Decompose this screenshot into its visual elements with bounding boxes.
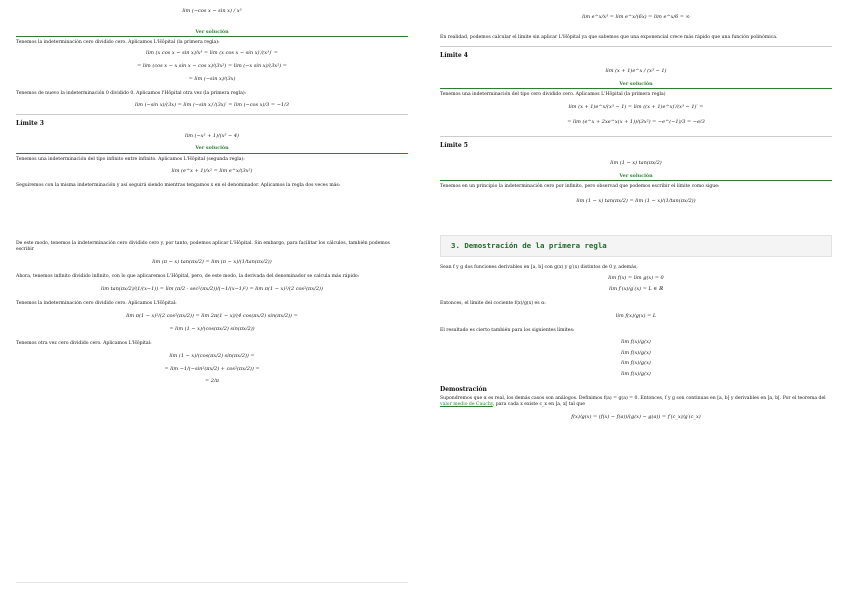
limit-3-formula: lim (−x² + 1)/(x³ − 4) bbox=[185, 132, 239, 139]
limit-3-heading: Límite 3 bbox=[16, 119, 44, 127]
formula: lim (x cos x − sin x)/x³ = lim (x cos x − sin x)′/(x³)′ = bbox=[146, 50, 278, 57]
formula: lim tan(πx/2)/(1/(x−1)) = lim (π/2 · sec²(πx/2))/(−1/(x−1)²) = lim π(1 − x)²/(2 cos²(πx/2)) bbox=[101, 286, 323, 293]
demostracion-heading: Demostración bbox=[440, 385, 487, 393]
section-header-box bbox=[440, 235, 832, 257]
formula-top-left: lim (−cos x − sin x) / x³ bbox=[182, 8, 242, 14]
formula: = lim (cos x − x sin x − cos x)/(3x²) = lim (−x sin x)/(3x²) = bbox=[137, 63, 287, 70]
formula: lim f(x) = lim g(x) = 0 bbox=[608, 275, 664, 282]
paragraph: Tenemos una indeterminación del tipo cero dividido cero. Aplicamos L'Hôpital (la primera regla) bbox=[440, 92, 666, 98]
formula: = lim (e^x + 2xe^x(x + 1))/(3x²) = −e^(−1)/3 = −e/3 bbox=[567, 119, 705, 126]
paragraph: Sean f y g dos funciones derivables en [a, b] con g(x) y g′(x) distintos de 0 y, además, bbox=[440, 265, 638, 271]
formula: lim (x + 1)e^x/(x³ − 1) = lim ((x + 1)e^x)′/(x³ − 1)′ = bbox=[568, 104, 704, 111]
paragraph-text: Supondremos que α es real, los demás casos son análogos. Definimos f(a) = g(a) = 0. Entonces, f y g son continuas en [a, b] y derivables en ]a, b[. Por el teorema del bbox=[440, 396, 826, 402]
divider bbox=[440, 180, 832, 181]
paragraph: Tenemos una indeterminación del tipo infinito entre infinito. Aplicamos L'Hôpital (segunda regla): bbox=[16, 156, 245, 162]
paragraph: En realidad, podemos calcular el límite sin aplicar L'Hôpital ya que sabemos que una exponencial crece más rápido que una función polinómica. bbox=[440, 34, 778, 40]
divider bbox=[440, 136, 832, 137]
formula: lim f(x)/g(x) bbox=[621, 338, 651, 345]
divider bbox=[16, 36, 408, 37]
formula: lim f′(x)/g′(x) = L ∈ ℝ bbox=[609, 286, 663, 293]
formula: lim f(x)/g(x) = L bbox=[615, 313, 657, 320]
formula: lim (1 − x) tan(πx/2) = lim (1 − x)/(1/tan(πx/2)) bbox=[576, 198, 696, 205]
ver-solucion-link[interactable]: Ver solución bbox=[195, 28, 229, 35]
right-column bbox=[440, 0, 832, 421]
formula: lim (1 − x)/(cos(πx/2) sin(πx/2)) = bbox=[169, 352, 255, 359]
formula: = 2/π bbox=[205, 378, 219, 385]
paragraph: Tenemos de nuevo la indeterminación 0 dividido 0. Aplicamos l'Hôpital otra vez (la primera regla): bbox=[16, 90, 247, 96]
valor-medio-cauchy-link[interactable]: valor medio de Cauchy bbox=[440, 402, 493, 408]
formula-top-right: lim e^x/x³ = lim e^x/(6x) = lim e^x/6 = ∞ bbox=[582, 14, 690, 20]
formula: lim (e^x + 1)/x² = lim e^x/(3x²) bbox=[171, 168, 253, 175]
formula: lim f(x)/g(x) bbox=[621, 360, 651, 367]
paragraph: Tenemos en un principio la indeterminación cero por infinito, pero observad que podemos escribir el límite como sigue: bbox=[440, 184, 720, 190]
paragraph: Tenemos la indeterminación cero dividido cero. Aplicamos L'Hôpital (la primera regla): bbox=[16, 40, 220, 46]
paragraph: Entonces, el límite del cociente f(x)/g(x) es α: bbox=[440, 300, 546, 306]
formula: lim π(1 − x)²/(2 cos²(πx/2)) = lim 2π(1 − x)/(4 cos(πx/2) sin(πx/2)) = bbox=[126, 313, 298, 320]
formula: = lim (1 − x)/(cos(πx/2) sin(πx/2)) bbox=[169, 326, 255, 333]
divider bbox=[16, 153, 408, 154]
ver-solucion-link[interactable]: Ver solución bbox=[619, 80, 653, 87]
divider bbox=[440, 88, 832, 89]
formula: lim f(x)/g(x) bbox=[621, 371, 651, 378]
blank-space bbox=[16, 191, 408, 239]
divider bbox=[440, 46, 832, 47]
formula: lim (−sin x)/(3x) = lim (−sin x)′/(3x)′ = lim (−cos x)/3 = −1/3 bbox=[135, 101, 289, 108]
ver-solucion-link[interactable]: Ver solución bbox=[619, 172, 653, 179]
formula: lim f(x)/g(x) bbox=[621, 349, 651, 356]
limit-5-formula: lim (1 − x) tan(πx/2) bbox=[610, 160, 662, 167]
limit-4-formula: lim (x + 1)e^x / (x³ − 1) bbox=[605, 68, 667, 75]
paragraph: Seguiremos con la misma indeterminación y así seguirá siendo mientras tengamos x en el denominador. Aplicamos la regla dos veces más: bbox=[16, 182, 341, 188]
paragraph: Tenemos otra vez cero dividido cero. Aplicamos L'Hôpital: bbox=[16, 340, 152, 346]
divider bbox=[16, 582, 408, 583]
ver-solucion-link[interactable]: Ver solución bbox=[195, 145, 229, 152]
paragraph: El resultado es cierto también para los siguientes límites: bbox=[440, 327, 575, 333]
paragraph: De este modo, tenemos la indeterminación cero dividido cero y, por tanto, podemos aplicar L'Hôpital. Sin embargo, para facilitar los cálculos, también podemos escribir bbox=[16, 241, 390, 253]
paragraph-text: , para cada x existe c_x en ]a, x[ tal que bbox=[492, 402, 585, 408]
paragraph: Tenemos la indeterminación cero dividido cero. Aplicamos L'Hôpital: bbox=[16, 301, 177, 307]
divider bbox=[16, 114, 408, 115]
paragraph bbox=[440, 396, 832, 408]
limit-5-heading: Límite 5 bbox=[440, 141, 468, 149]
paragraph: Ahora, tenemos infinito dividido infinito, con lo que aplicaremos L'Hôpital, pero, de este modo, la derivada del denominador se calcula más rápido: bbox=[16, 274, 360, 280]
limit-4-heading: Límite 4 bbox=[440, 51, 468, 59]
formula: = lim −1/(−sin²(πx/2) + cos²(πx/2)) = bbox=[164, 365, 260, 372]
left-column bbox=[16, 0, 408, 385]
formula: lim (π − x) tan(πx/2) = lim (π − x)/(1/tan(πx/2)) bbox=[152, 259, 272, 266]
section-title: 3. Demostración de la primera regla bbox=[451, 241, 607, 251]
formula: = lim (−sin x)/(3x) bbox=[188, 75, 236, 82]
formula: f(x)/g(x) = (f(x) − f(a))/(g(x) − g(a)) = f′(c_x)/g′(c_x) bbox=[571, 414, 701, 421]
